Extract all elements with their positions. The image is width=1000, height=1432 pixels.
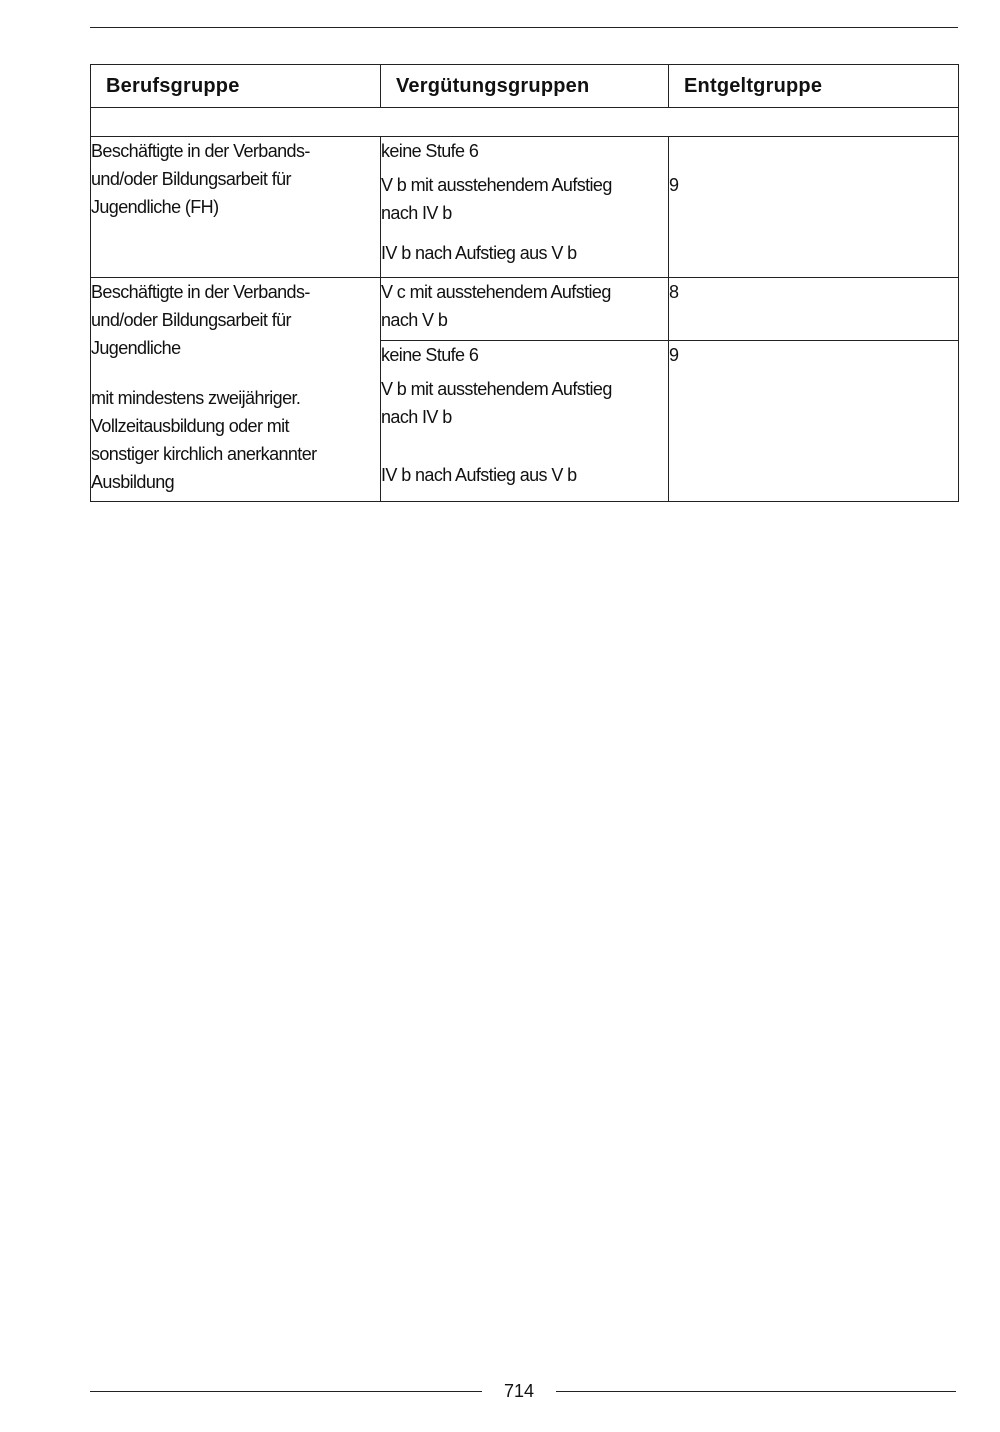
text-line: Vollzeitausbildung oder mit (91, 416, 289, 436)
text-line: sonstiger kirchlich anerkannter (91, 444, 317, 464)
header-entgeltgruppe: Entgeltgruppe (669, 65, 959, 108)
text-line: Beschäftigte in der Verbands- (91, 141, 310, 161)
text-line: IV b nach Aufstieg aus V b (381, 243, 577, 263)
page-number: 714 (503, 1381, 535, 1401)
text-line: Jugendliche (91, 338, 181, 358)
classification-table (90, 64, 959, 502)
text-line: Ausbildung (91, 472, 175, 492)
header-berufsgruppe: Berufsgruppe (91, 65, 381, 108)
cell-verguetungsgruppen (381, 278, 669, 341)
cell-berufsgruppe (91, 278, 381, 502)
cell-verguetungsgruppen (381, 137, 669, 278)
table-row (91, 137, 959, 278)
table-row (91, 278, 959, 341)
cell-entgeltgruppe (669, 137, 959, 278)
page-footer (0, 1380, 1000, 1404)
cell-entgeltgruppe (669, 278, 959, 341)
entgelt-value: 8 (669, 282, 679, 302)
entgelt-value: 9 (669, 175, 679, 195)
footer-rule-left (90, 1391, 482, 1392)
text-line: mit mindestens zweijähriger. (91, 388, 301, 408)
text-line: Beschäftigte in der Verbands- (91, 282, 310, 302)
cell-berufsgruppe (91, 137, 381, 278)
spacer-cell (91, 108, 959, 137)
text-line: V c mit ausstehendem Aufstieg (381, 282, 611, 302)
text-line: Jugendliche (FH) (91, 197, 219, 217)
text-line: nach IV b (381, 407, 452, 427)
text-line: und/oder Bildungsarbeit für (91, 310, 291, 330)
entgelt-value: 9 (669, 345, 679, 365)
text-line: und/oder Bildungsarbeit für (91, 169, 291, 189)
text-line: nach V b (381, 310, 448, 330)
top-rule (90, 27, 958, 28)
text-line: nach IV b (381, 203, 452, 223)
text-line: V b mit ausstehendem Aufstieg (381, 379, 612, 399)
text-line: IV b nach Aufstieg aus V b (381, 465, 577, 485)
spacer-row (91, 108, 959, 137)
footer-rule-right (556, 1391, 956, 1392)
text-line: keine Stufe 6 (381, 141, 479, 161)
cell-verguetungsgruppen (381, 341, 669, 502)
text-line: V b mit ausstehendem Aufstieg (381, 175, 612, 195)
cell-entgeltgruppe (669, 341, 959, 502)
text-line: keine Stufe 6 (381, 345, 479, 365)
header-verguetungsgruppen: Vergütungsgruppen (381, 65, 669, 108)
header-row (91, 65, 959, 108)
